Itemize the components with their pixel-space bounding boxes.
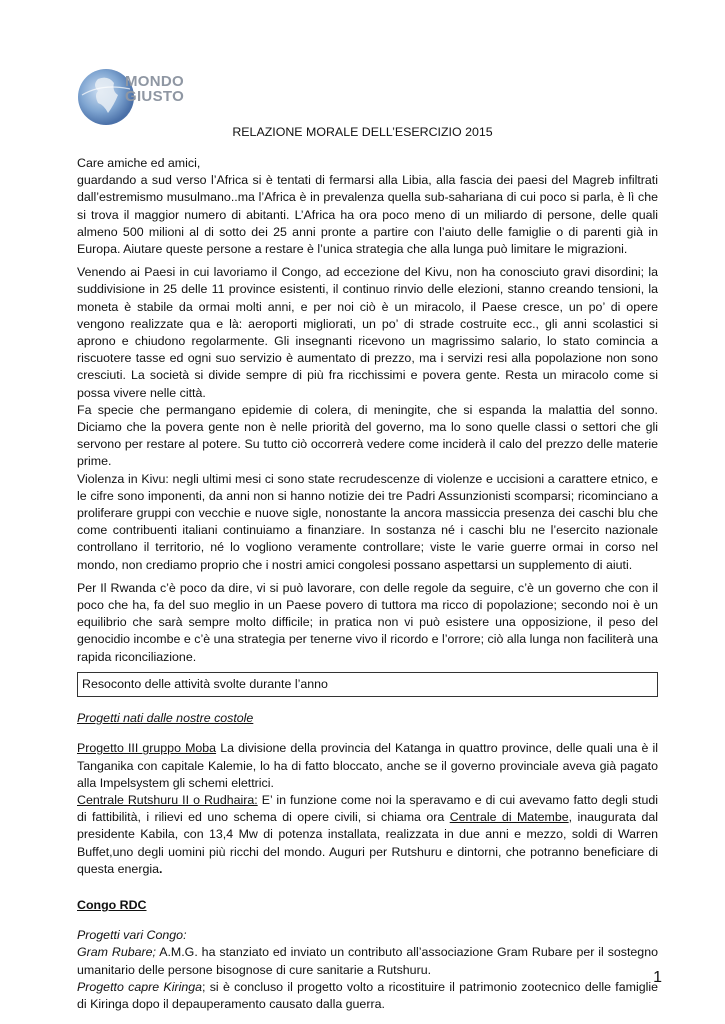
moba-paragraph xyxy=(77,740,658,792)
epidemics-paragraph: Fa specie che permangano epidemie di colera, di meningite, che si espanda la malattia del sonno. Diciamo che la povera gente non è nelle priorità del governo, ma lo sono quelle classi o settori che gli servono per restare al potere. Su tutto ciò occorrerà vedere come inciderà il calo del prezzo delle materie prime. xyxy=(77,402,658,469)
gram-label: Gram Rubare; xyxy=(77,945,156,960)
greeting: Care amiche ed amici, xyxy=(77,156,201,170)
activities-box: Resoconto delle attività svolte durante l’anno xyxy=(77,672,658,697)
moba-label: Progetto III gruppo Moba xyxy=(77,741,217,756)
rutshuru-paragraph xyxy=(77,792,658,878)
moba-text: La divisione della provincia del Katanga in quattro province, delle quali una è il Tanganika con capitale Kalemie, lo ha di fatto bloccato, anche se il governo provinciale aveva già pagato alla Impelsystem gli schemi elettrici. xyxy=(77,741,658,790)
congo-subheading: Progetti vari Congo: xyxy=(77,928,187,943)
gram-paragraph xyxy=(77,944,658,978)
capre-text: ; si è concluso il progetto volto a ricostituire il patrimonio zootecnico delle famiglie di Kiringa dopo il depauperamento causato dalla guerra. xyxy=(77,979,658,1011)
congo-heading: Congo RDC xyxy=(77,897,147,912)
intro-paragraph: guardando a sud verso l’Africa si è tentati di fermarsi alla Libia, alla fascia dei paesi del Magreb infiltrati dall’estremismo musulmano..ma l’Africa è in prevalenza quella sub-sahariana di cui poco si parla, è lì che si trova il maggior numero di abitanti. L’Africa ha ora poco meno di un miliardo di persone, delle quali almeno 500 milioni al di sotto dei 25 anni pronte a partire con l’aiuto delle famiglie o di parenti già in Europa. Aiutare queste persone a restare è l’unica strategia che alla lunga può limitare le migrazioni. xyxy=(77,173,658,257)
gram-text: A.M.G. ha stanziato ed inviato un contributo all’associazione Gram Rubare per il sostegno umanitario delle persone bisognose di cure sanitarie a Rutshuru. xyxy=(77,945,658,977)
rutshuru-end: . xyxy=(158,861,163,876)
matembe-link: Centrale di Matembe xyxy=(449,810,569,825)
page-number: 1 xyxy=(653,969,662,986)
rutshuru-text-b: , inaugurata dal presidente Kabila, con 13,4 Mw di potenza installata, realizzata in due anni e mezzo, soldi di Warren Buffet,uno degli uomini più ricchi del mondo. Auguri per Rutshuru e dintorni, che potranno beneficiare di questa energia xyxy=(77,810,658,876)
logo-wordmark: MONDO GIUSTO xyxy=(125,73,185,105)
capre-label: Progetto capre Kiringa xyxy=(77,979,202,994)
capre-paragraph xyxy=(77,979,658,1013)
rutshuru-text-a: E’ in funzione come noi la speravamo e di cui avevamo fatto degli studi di fattibilità, i rilievi ed uno schema di opere civili, si chiama ora xyxy=(77,792,658,825)
kivu-paragraph: Violenza in Kivu: negli ultimi mesi ci sono state recrudescenze di violenze e uccisioni a carattere etnico, e le cifre sono imponenti, da anni non si hanno notizie dei tre Padri Assunzionisti scomparsi; ricominciano a proliferare gruppi con vecchie e nuove sigle, nonostante la ancora massiccia presenza dei caschi blu che come contribuenti italiani continuiamo a finanziare. In sostanza né i caschi blu ne l’esercito nazionale controllano il territorio, né lo vogliono veramente controllare; viste le varie guerre ormai in corso nel mondo, non crediamo proprio che i nostri amici congolesi possano aspettarsi un supplemento di aiuti. xyxy=(77,471,658,572)
congo-paragraph: Venendo ai Paesi in cui lavoriamo il Congo, ad eccezione del Kivu, non ha conosciuto gravi disordini; la suddivisione in 25 delle 11 province esistenti, il continuo rinvio delle elezioni, stanno creando tensioni, la moneta è stabile da ormai molti anni, e per noi ciò è un miracolo, il Paese cresce, un po’ di opere vengono realizzate qua e là: aeroporti migliorati, un po’ di strade costruite ecc., gli anni scolastici si aprono e chiudono regolarmente. Gli insegnanti ricevono un magrissimo salario, lo stato comincia a riscuotere tasse ed ogni suo servizio è aumentato di prezzo, ma i servizi resi alla popolazione non sono cresciuti. La società si divide sempre di più fra ricchissimi e povera gente. Resta un miracolo come si possa vivere nelle città. xyxy=(77,265,658,400)
document-title: RELAZIONE MORALE DELL’ESERCIZIO 2015 xyxy=(232,125,493,139)
rutshuru-label: Centrale Rutshuru II o Rudhaira: xyxy=(77,792,258,807)
document-body xyxy=(77,155,658,1013)
section-heading-projects: Progetti nati dalle nostre costole xyxy=(77,711,254,726)
rwanda-paragraph: Per Il Rwanda c’è poco da dire, vi si può lavorare, con delle regole da seguire, c’è un governo che con il poco che ha, fa del suo meglio in un Paese povero di tuttora ma ricco di popolazione; secondo noi è un equilibrio che sarà sempre molto difficile; in pratica non vi può esistere una opposizione, il peso del genocidio incombe e c’è una strategia per tenerne vivo il ricordo e l’orrore; ciò alla lunga non faciliterà una rapida riconciliazione. xyxy=(77,580,658,664)
